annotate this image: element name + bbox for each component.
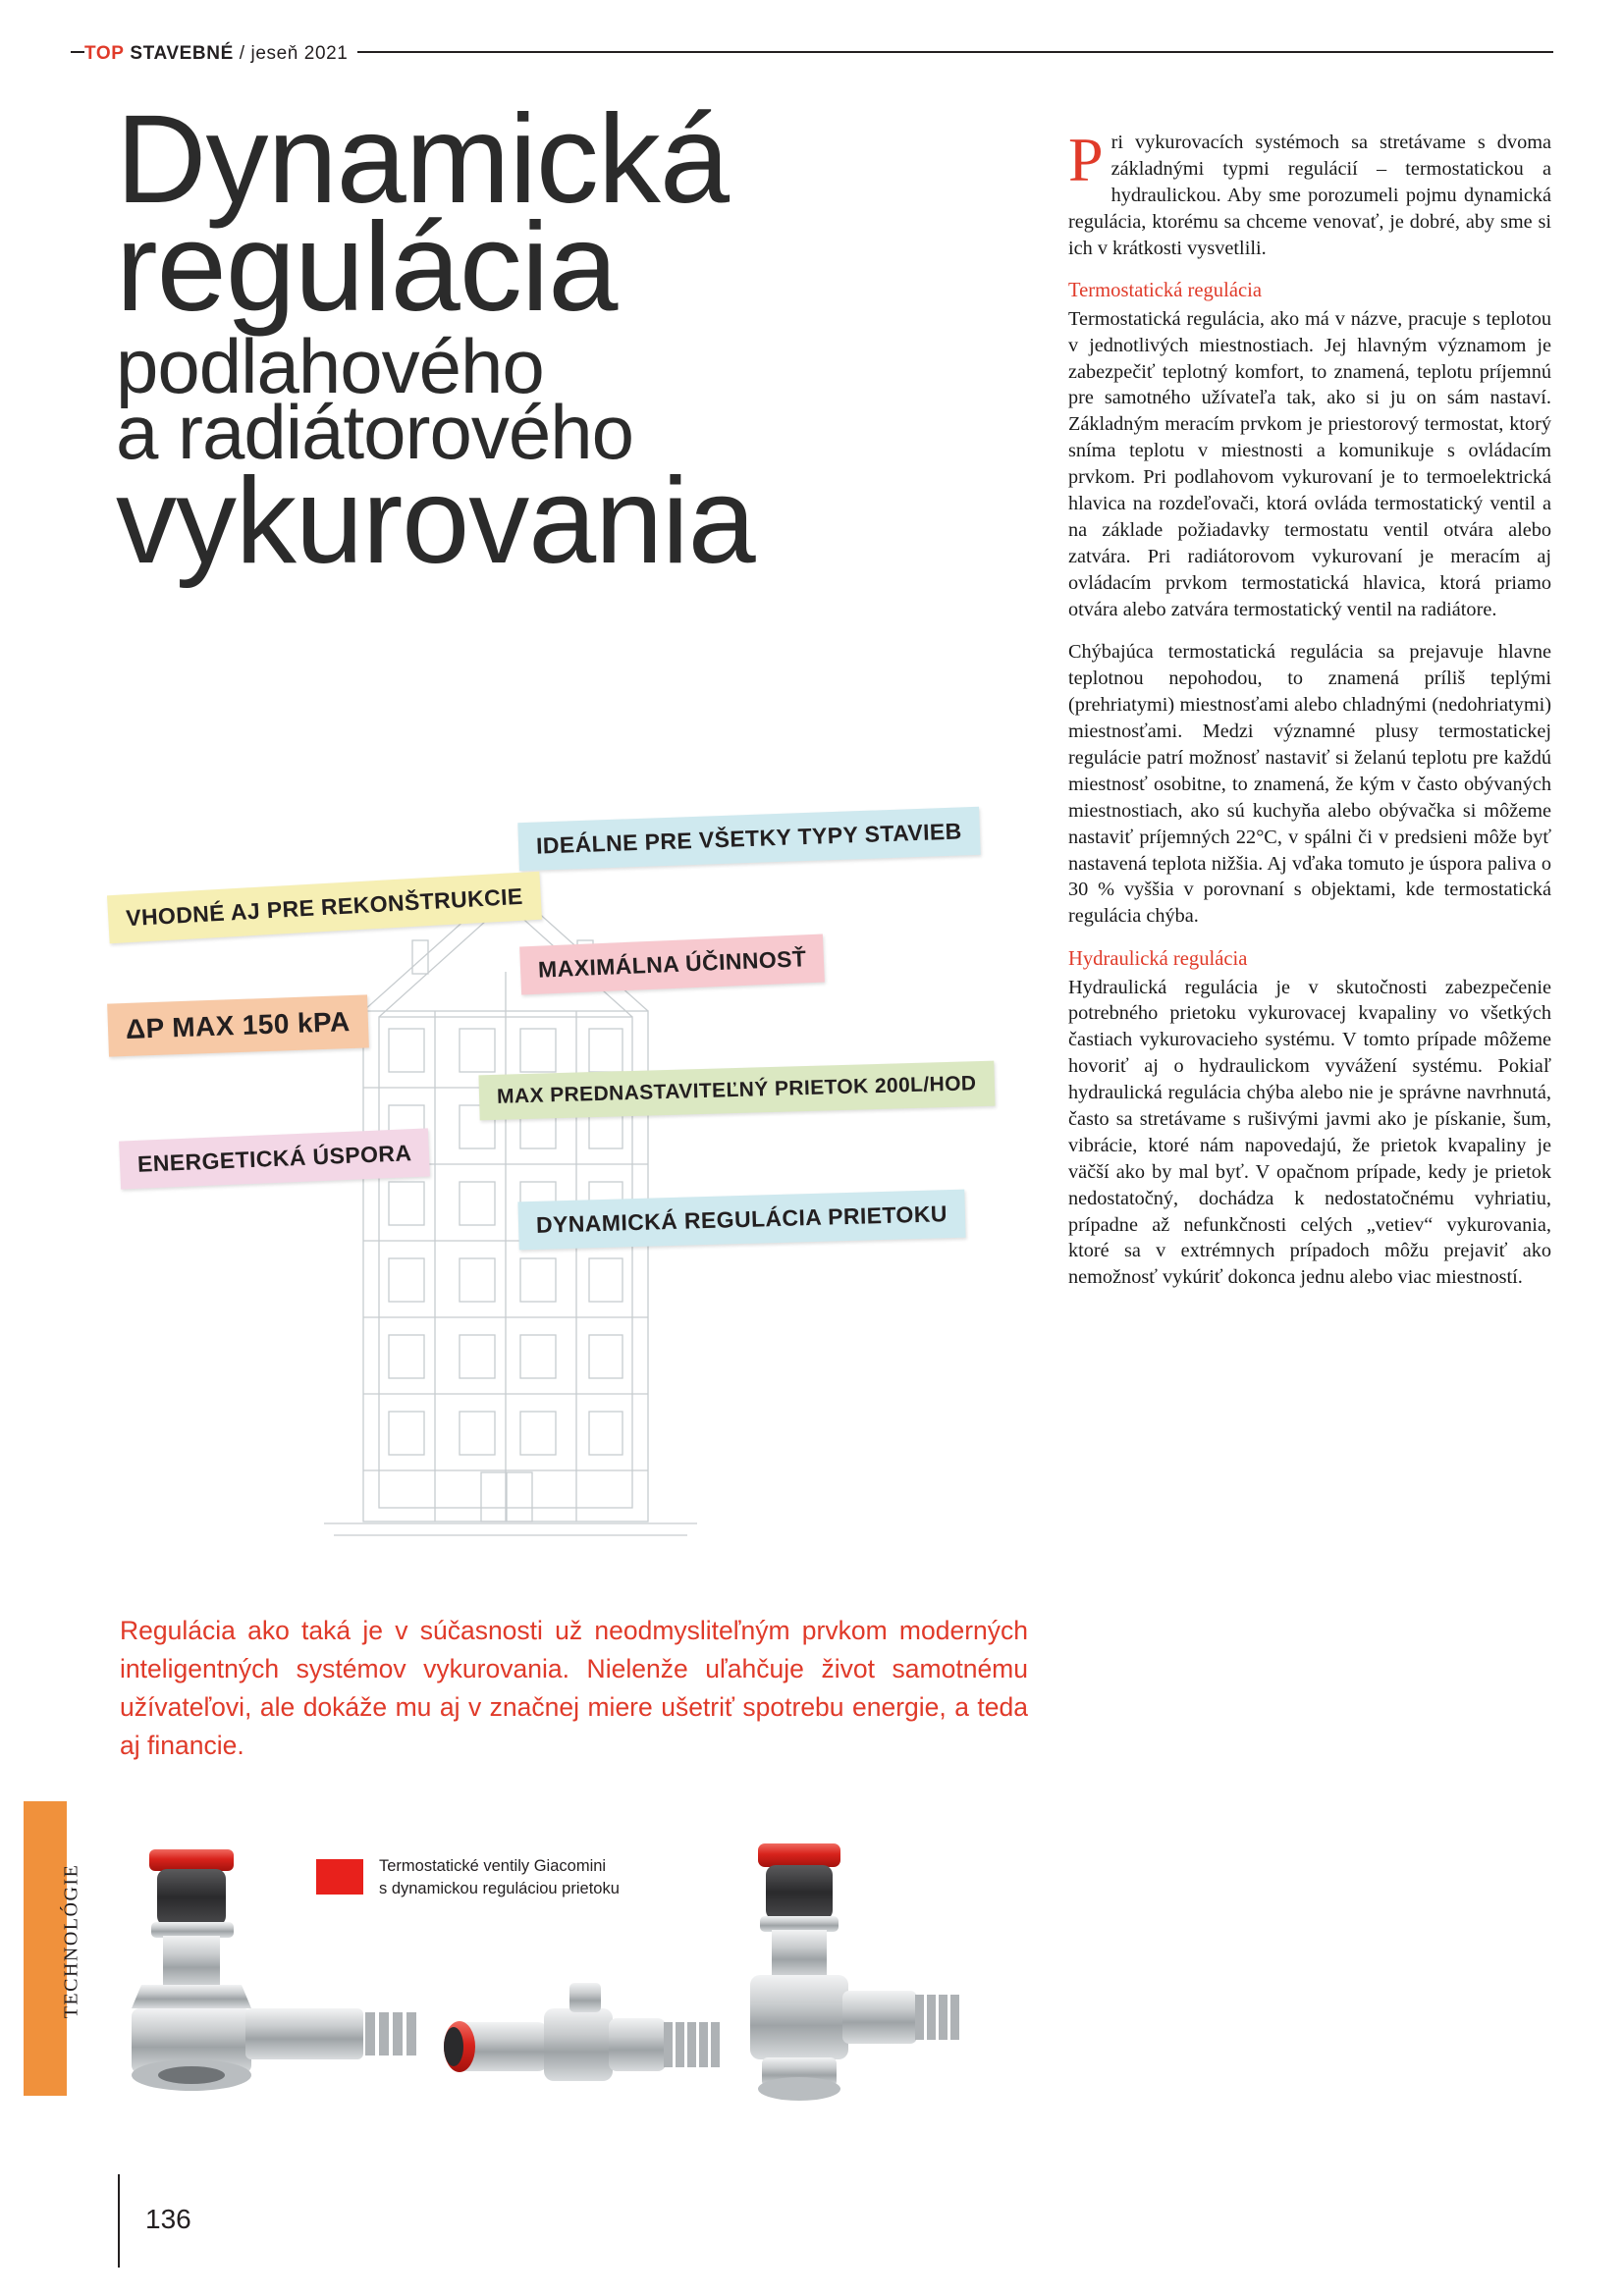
feature-tag-label: ΔP MAX 150 kPA (125, 1006, 352, 1044)
article-paragraph-4: Hydraulická regulácia je v skutočnosti zabezpečenie potrebného prietoku vykurovacej kvapaliny vo všetkých častiach vykurovacieho systému. V tomto prípade môžeme hovoriť aj o hydraulickom vyvážení systému. Pokiaľ hydraulická regulácia chýba alebo nie je správne navrhnutá, často sa stretávame s rušivými javmi ako je pískanie, šum, vibrácie, ktoré nám napovedajú, že prietok kvapaliny je väčší ako by mal byť. V opačnom prípade, kedy je prietok nedostatočný, dochádza k nedostatočnému vyhriatiu, prípadne až nefunkčnosti celých „vetiev“ vykurovania, ktoré sa v extrémnych prípadoch môžu prejaviť ako nemožnosť vykúriť dokonca jednu alebo viac miestností. (1068, 976, 1551, 1289)
article-paragraph-1 (1068, 125, 1551, 261)
product-caption-line-2: s dynamickou reguláciou prietoku (379, 1880, 620, 1898)
feature-tag-label: ENERGETICKÁ ÚSPORA (136, 1140, 412, 1177)
valve-left (132, 1849, 416, 2091)
feature-tag (517, 807, 980, 871)
title-line-5: vykurovania (116, 454, 755, 590)
article-heading-termostaticka: Termostatická regulácia (1068, 280, 1262, 302)
title-line-3: podlahového (116, 323, 544, 410)
feature-tag-label: IDEÁLNE PRE VŠETKY TYPY STAVIEB (535, 818, 963, 859)
title-line-2: regulácia (116, 197, 618, 339)
feature-tag-label: VHODNÉ AJ PRE REKONŠTRUKCIE (125, 882, 524, 932)
article-paragraph-2: Termostatická regulácia, ako má v názve, pracuje s teplotou v jednotlivých miestnostiach. Jej hlavným významom je zabezpečiť teplotný komfort, to znamená, teplotu príjemnú pre samotného užívateľa tak, ako si ju on sám nastaví. Základným meracím prvkom je priestorový termostat, ktorý sníma teplotu v miestnosti a komunikuje s ovládacím prvkom. Pri podlahovom vykurovaní je to termoelektrická hlavica na rozdeľovači, ktorá ovláda termostatický ventil a na základe požiadavky termostatu ventil otvára alebo zatvára. Pri radiátorovom vykurovaní je meracím aj ovládacím prvkom termostatická hlavica, ktorá priamo otvára alebo zatvára termostatický ventil na radiátore. (1068, 307, 1551, 620)
section-tab-label: TECHNOLÓGIE (60, 1863, 82, 2019)
section-tab (24, 1801, 82, 2096)
product-caption (379, 1855, 703, 1900)
page-number: 136 (145, 2204, 191, 2234)
building-outline-illustration (295, 825, 717, 1551)
feature-tag (107, 994, 368, 1056)
article-paragraph-1-text: ri vykurovacích systémoch sa stretávame s dvoma základnými typmi regulácií – termostatickou a hydraulickou. Aby sme porozumeli pojmu dynamická regulácia, ktorému sa chceme venovať, je dobré, aby sme si ich v krátkosti vysvetlili. (1068, 132, 1551, 259)
running-head-issue: / jeseň 2021 (239, 43, 349, 64)
valve-middle (444, 1983, 720, 2081)
article-heading-hydraulicka: Hydraulická regulácia (1068, 948, 1248, 971)
folio-divider (118, 2174, 120, 2268)
product-caption-line-1: Termostatické ventily Giacomini (379, 1857, 607, 1875)
title-line-1: Dynamická (116, 89, 730, 230)
article-column (1068, 125, 1551, 1308)
running-head-top: TOP (84, 43, 125, 64)
valve-right (750, 1843, 959, 2101)
feature-tag-label: DYNAMICKÁ REGULÁCIA PRIETOKU (535, 1201, 948, 1238)
article-paragraph-3: Chýbajúca termostatická regulácia sa prejavuje hlavne teplotnou nepohodou, to znamená príliš teplými (prehriatymi) miestnosťami alebo chladnými (nedohriatymi) miestnosťami. Medzi významné plusy termostatickej regulácie patrí možnosť nastaviť si želanú teplotu pre každú miestnosť osobitne, to znamená, že kým v často obývaných miestnostiach, ako sú kuchyňa alebo obývačka si môžeme nastaviť príjemných 22°C, v spálni či v predsieni môže byť nastavená teplota nižšia. Aj vďaka tomuto je úspora paliva o 30 % vyššia v porovnaní s objektami, kde termostatická regulácia chýba. (1068, 641, 1551, 928)
running-head-magazine: STAVEBNÉ (130, 43, 234, 64)
page-title (116, 89, 1058, 590)
caption-color-swatch (316, 1859, 363, 1895)
feature-tag-label: MAX PREDNASTAVITEĽNÝ PRIETOK 200L/HOD (496, 1072, 977, 1108)
drop-cap: P (1068, 125, 1104, 194)
title-line-4: a radiátorového (116, 389, 634, 476)
running-head (84, 43, 357, 65)
illustration-graphic (108, 815, 1070, 1590)
feature-tag-label: MAXIMÁLNA ÚČINNOSŤ (537, 945, 807, 983)
lead-paragraph: Regulácia ako taká je v súčasnosti už neodmysliteľným prvkom moderných inteligentných systémov vykurovania. Nielenže uľahčuje život samotnému užívateľovi, ale dokáže mu aj v značnej miere ušetriť spotrebu energie, a teda aj financie. (120, 1616, 1028, 1760)
